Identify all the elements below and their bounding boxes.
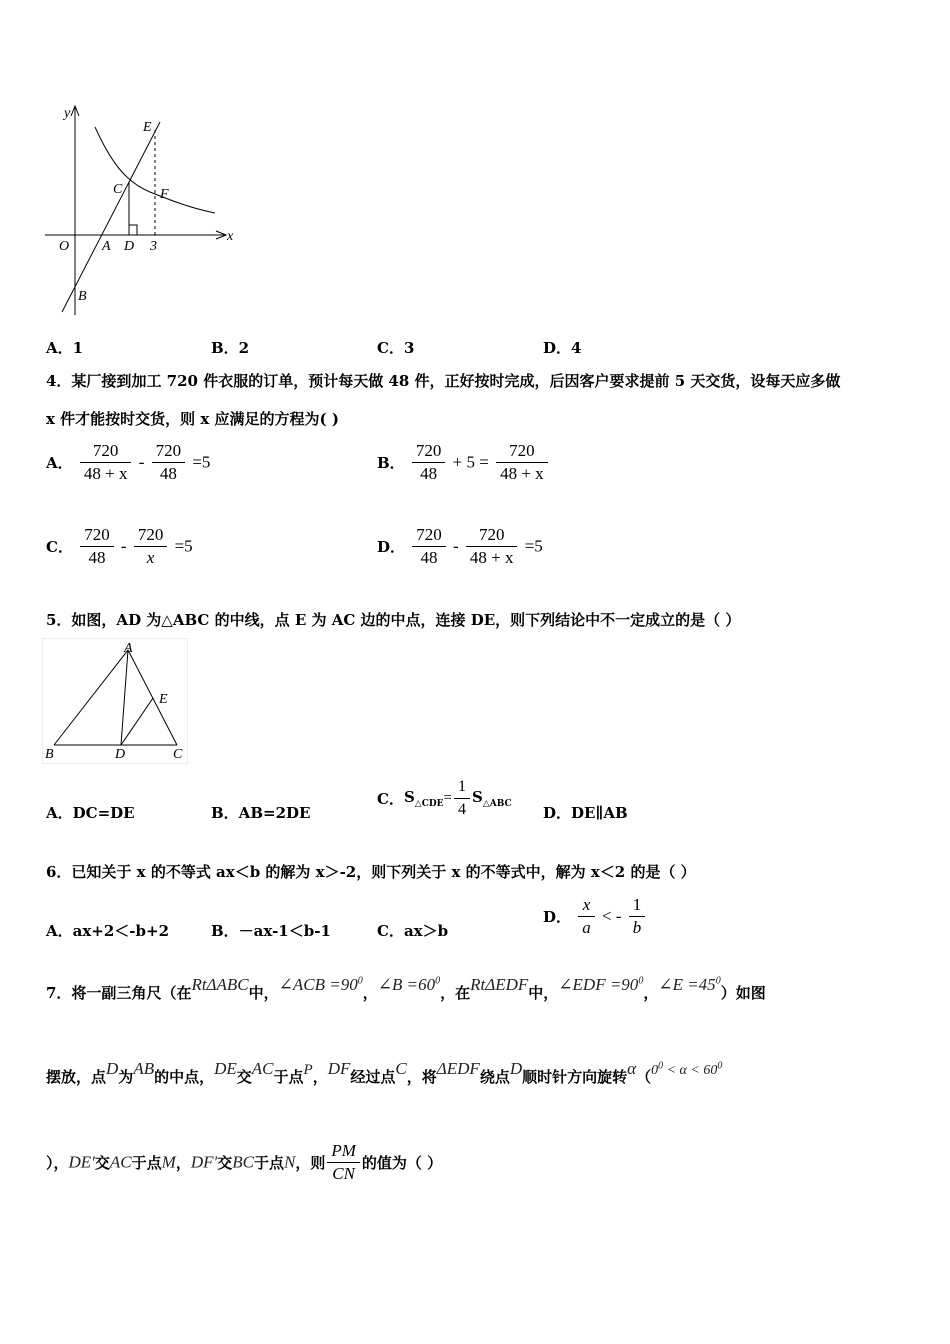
q4-c-num2: 720	[134, 524, 168, 547]
q7-line1	[46, 975, 766, 1003]
q4-c-den1: 48	[88, 548, 106, 567]
q7-l2-p: P	[303, 1062, 313, 1078]
q4-b-frac2	[496, 440, 548, 485]
q7-l3-num: PM	[327, 1140, 360, 1163]
q4-d-op: -	[452, 536, 459, 556]
q5-c-sub2: △ABC	[482, 799, 512, 809]
q4-c-frac1	[80, 524, 114, 569]
q7-m2-sup: 0	[357, 975, 363, 987]
q7-l2-df: DF	[327, 1059, 351, 1078]
q4-option-c[interactable]	[46, 524, 193, 569]
hyperbola	[95, 127, 215, 213]
q7-l3m: ，则	[295, 1154, 326, 1172]
q7-l3i: 交	[217, 1154, 233, 1172]
q5-stem: 5．如图，AD 为△ABC 的中线，点 E 为 AC 边的中点，连接 DE，则下列结论中不一定成立的是（ ）	[46, 611, 741, 629]
q6-d-label: D．	[543, 908, 572, 926]
q7-l3-de-prime: DE′	[68, 1152, 95, 1172]
q4-option-a[interactable]	[46, 440, 210, 485]
q4-c-op: -	[120, 536, 127, 556]
q4-a-frac2	[152, 440, 186, 485]
q4-option-b[interactable]	[377, 440, 550, 485]
q5-c-den: 4	[458, 801, 467, 818]
q7-p6: ，	[643, 984, 659, 1002]
q7-l2-range-rest: < α < 60	[663, 1063, 718, 1078]
q5-label-c: C	[173, 747, 183, 762]
q7-l2-edf: ΔEDF	[436, 1059, 480, 1078]
q4-option-d[interactable]	[377, 524, 543, 569]
q5-option-d[interactable]: D．DE∥AB	[543, 804, 628, 822]
q7-m5-text: ∠EDF =90	[558, 975, 639, 994]
q5-label-e: E	[159, 692, 168, 707]
q6-d-frac1	[578, 894, 595, 939]
q4-b-den1: 48	[420, 464, 438, 483]
label-a: A	[102, 239, 111, 254]
q4-b-den2: 48 + x	[500, 464, 544, 483]
q3-option-c[interactable]: C．3	[377, 339, 415, 357]
q4-d-frac2	[466, 524, 518, 569]
q7-line3	[46, 1140, 442, 1185]
q3-option-b[interactable]: B．2	[211, 339, 250, 357]
q4-b-num2: 720	[496, 440, 548, 463]
q5-c-s2: S	[472, 788, 483, 806]
q7-m6	[658, 975, 720, 994]
label-y: y	[64, 106, 71, 121]
q7-l3-df-prime: DF′	[190, 1152, 218, 1172]
q4-a-frac1	[80, 440, 132, 485]
q4-d-label: D．	[377, 538, 406, 556]
q4-d-num1: 720	[412, 524, 446, 547]
q4-b-frac1	[412, 440, 446, 485]
label-c: C	[113, 182, 123, 197]
q7-line2	[46, 1059, 723, 1087]
q7-p1: 7．将一副三角尺（在	[46, 984, 192, 1002]
q3-option-d[interactable]: D．4	[543, 339, 582, 357]
q5-option-b[interactable]: B．AB=2DE	[211, 804, 311, 822]
q4-stem-line1: 4．某厂接到加工 720 件衣服的订单，预计每天做 48 件，正好按时完成，后因客户要求提前 5 天交货，设每天应多做	[46, 372, 841, 390]
q7-l2k: （	[636, 1068, 652, 1086]
q4-c-num1: 720	[80, 524, 114, 547]
q7-l3g: ，	[175, 1154, 191, 1172]
q7-p5: 中，	[528, 984, 559, 1002]
q7-l2-range-sup1: 0	[658, 1060, 664, 1072]
q7-l2-range	[651, 1060, 723, 1078]
q5-label-b: B	[45, 747, 54, 762]
q7-p7: ）如图	[720, 984, 766, 1002]
q5-figure	[42, 638, 188, 764]
q5-c-s1: S	[403, 788, 415, 806]
q4-stem-line2: x 件才能按时交货，则 x 应满足的方程为( )	[46, 410, 339, 428]
q7-m3	[378, 975, 440, 994]
q7-l2-range-sup2: 0	[717, 1060, 723, 1072]
q6-stem: 6．已知关于 x 的不等式 ax＜b 的解为 x＞-2，则下列关于 x 的不等式中，解为 x＜2 的是（ ）	[46, 863, 696, 881]
q5-c-num: 1	[454, 776, 470, 799]
q4-b-num1: 720	[412, 440, 446, 463]
q7-l2-range-0: 0	[651, 1063, 659, 1078]
q4-b-label: B．	[377, 454, 405, 472]
q7-l2f: ，	[312, 1068, 328, 1086]
q7-p3: ，	[362, 984, 378, 1002]
q7-m2	[279, 975, 363, 994]
q6-d-num1: x	[578, 894, 595, 917]
q5-c-s1-wrap	[403, 788, 444, 809]
q7-l2-c: C	[395, 1059, 407, 1078]
q7-l3-bc: BC	[232, 1152, 254, 1172]
q4-d-rhs: =5	[524, 536, 543, 556]
q6-d-den2: b	[632, 918, 642, 937]
q7-l3-frac	[327, 1140, 360, 1185]
q6-option-a[interactable]: A．ax+2＜-b+2	[46, 922, 170, 940]
q4-a-op: -	[138, 452, 145, 472]
q7-l3n: 的值为（ ）	[361, 1154, 443, 1172]
q5-c-sub1: △CDE	[414, 799, 444, 809]
q7-l3-den: CN	[332, 1164, 355, 1183]
q5-label-d: D	[115, 747, 126, 762]
right-angle-mark	[129, 225, 137, 235]
q6-option-d[interactable]	[543, 894, 647, 939]
q7-l3e: 于点	[131, 1154, 162, 1172]
q6-d-op: < -	[601, 906, 622, 926]
q6-d-num2: 1	[629, 894, 646, 917]
q7-m3-sup: 0	[435, 975, 441, 987]
q4-d-frac1	[412, 524, 446, 569]
q7-m5	[558, 975, 643, 994]
q5-c-label: C．	[377, 790, 404, 808]
q7-l2a: 摆放，点	[46, 1068, 107, 1086]
q4-c-label: C．	[46, 538, 73, 556]
q7-l3k: 于点	[254, 1154, 285, 1172]
q6-d-frac2	[629, 894, 646, 939]
q7-m2-text: ∠ACB =90	[278, 975, 358, 994]
q7-m5-sup: 0	[638, 975, 644, 987]
q7-l2-d2: D	[509, 1059, 523, 1078]
q7-m1: RtΔABC	[191, 975, 249, 994]
q4-a-den1: 48 + x	[83, 464, 128, 483]
q6-d-den1: a	[582, 918, 591, 937]
label-e: E	[143, 120, 152, 135]
label-b: B	[78, 289, 87, 304]
q7-l2-d: D	[106, 1059, 119, 1078]
q7-l2-de: DE	[214, 1059, 237, 1078]
q4-d-den2: 48 + x	[469, 548, 514, 567]
q4-b-op: + 5 =	[452, 452, 489, 472]
q5-c-s2-wrap	[472, 788, 512, 809]
q4-a-rhs: =5	[192, 452, 211, 472]
label-d: D	[124, 239, 135, 254]
q7-l2-ac: AC	[251, 1059, 274, 1078]
q5-c-frac	[454, 776, 470, 821]
q6-option-c[interactable]: C．ax＞b	[377, 922, 449, 940]
q4-a-den2: 48	[159, 464, 177, 483]
q5-label-a: A	[124, 641, 133, 656]
q4-c-den2: x	[146, 548, 155, 567]
line-be	[62, 122, 160, 312]
q5-option-a[interactable]: A．DC=DE	[46, 804, 135, 822]
q7-l2-alpha: α	[627, 1059, 637, 1078]
q7-p4: ，在	[440, 984, 471, 1002]
q3-figure	[40, 100, 240, 320]
q4-d-den1: 48	[420, 548, 438, 567]
q7-m6-text: ∠E =45	[658, 975, 716, 994]
q3-option-a[interactable]: A．1	[46, 339, 84, 357]
q7-l2c: 的中点，	[154, 1068, 215, 1086]
q7-l3a: ），	[46, 1154, 69, 1172]
q7-p2: 中，	[248, 984, 279, 1002]
q4-d-num2: 720	[466, 524, 518, 547]
q4-c-frac2	[134, 524, 168, 569]
q7-l2b: 为	[118, 1068, 134, 1086]
label-3: 3	[150, 239, 157, 254]
label-x: x	[227, 229, 234, 244]
q7-l2d: 交	[236, 1068, 252, 1086]
q7-l3-ac: AC	[109, 1152, 132, 1172]
q7-l3c: 交	[94, 1154, 110, 1172]
q7-m6-sup: 0	[715, 975, 721, 987]
q5-c-eq: =	[443, 790, 453, 806]
q4-a-num1: 720	[80, 440, 132, 463]
q7-l2i: 绕点	[479, 1068, 510, 1086]
q7-l2-ab: AB	[133, 1059, 155, 1078]
q7-l2h: ，将	[406, 1068, 437, 1086]
q7-l2j: 顺时针方向旋转	[522, 1068, 628, 1086]
q4-c-rhs: =5	[174, 536, 193, 556]
label-o: O	[59, 239, 70, 254]
q7-l2e: 于点	[273, 1068, 304, 1086]
q4-a-num2: 720	[152, 440, 186, 463]
q7-l2g: 经过点	[350, 1068, 396, 1086]
q7-m3-text: ∠B =60	[377, 975, 436, 994]
q7-l3-n: N	[284, 1152, 296, 1172]
q4-a-label: A．	[46, 454, 73, 472]
label-f: F	[160, 187, 169, 202]
q5-option-c[interactable]	[377, 776, 512, 821]
q6-option-b[interactable]: B．－ax-1＜b-1	[211, 922, 331, 940]
q7-l3-m: M	[161, 1152, 176, 1172]
q7-m4: RtΔEDF	[470, 975, 529, 994]
